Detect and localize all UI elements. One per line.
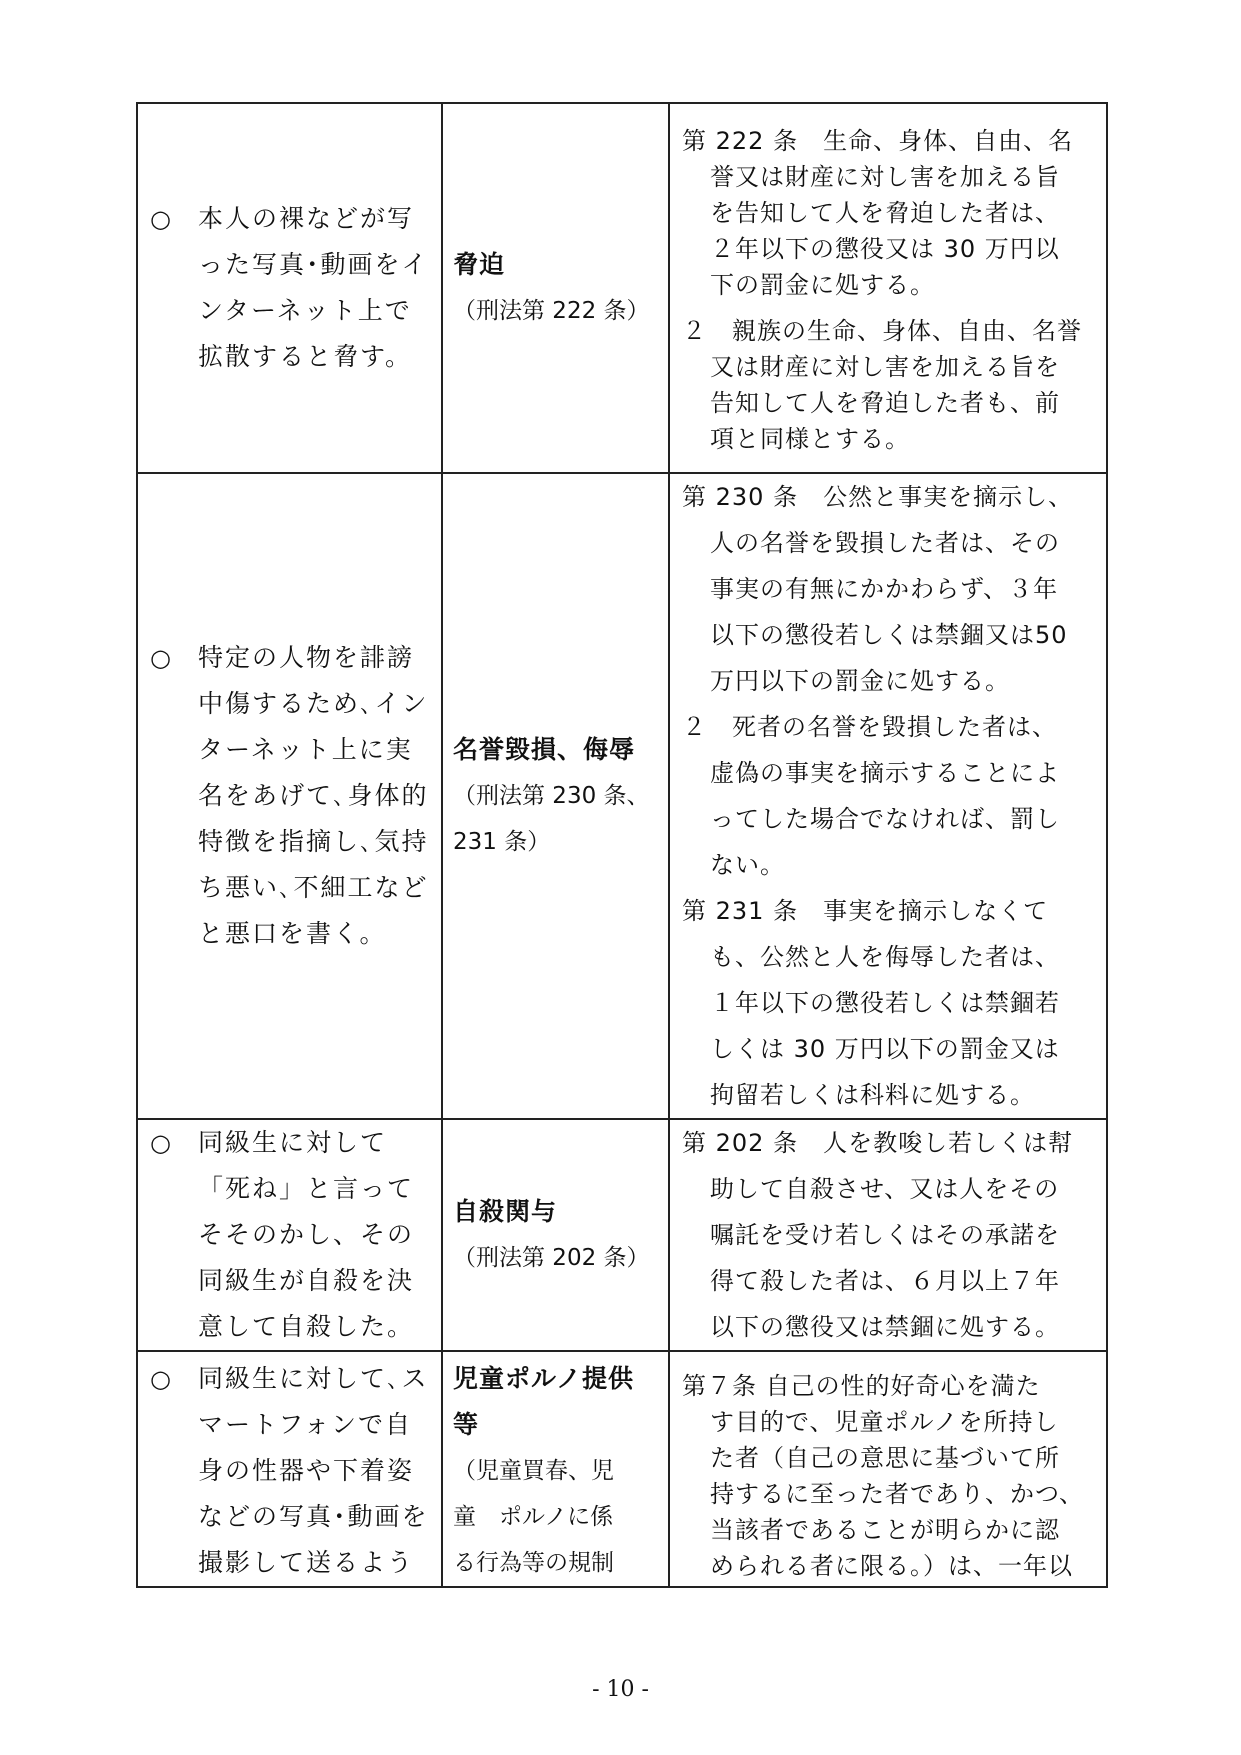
table-row <box>137 473 1107 1119</box>
law-reference: （児童買春、児 童 ポルノに係 る行為等の規制 <box>453 1458 614 1576</box>
circle-bullet-icon: ○ <box>150 644 173 672</box>
crime-cell <box>442 103 669 473</box>
article-body: 誉又は財産に対し害を加える旨 を告知して人を脅迫した者は、 ２年以下の懲役又は 30 万円以 下の罰金に処する。 <box>710 163 1060 299</box>
case-cell <box>137 1119 442 1351</box>
page-number: - 10 - <box>592 1677 649 1702</box>
crime-name: 名誉毀損、侮辱 <box>453 735 636 764</box>
crime-cell <box>442 1119 669 1351</box>
article-cell <box>669 103 1107 473</box>
law-reference: （刑法第 202 条） <box>453 1245 650 1271</box>
article-cell <box>669 1119 1107 1351</box>
crime-name: 脅迫 <box>453 250 506 279</box>
crime-name: 自殺関与 <box>453 1197 558 1226</box>
article-body: 虚偽の事実を摘示することによ ってした場合でなければ、罰し ない。 <box>710 759 1060 879</box>
case-text: 同級生に対して､ス マートフォンで自 身の性器や下着姿 などの写真･動画を 撮影して送るよう <box>198 1364 429 1577</box>
article-head: 第 202 条 人を教唆し若しくは幇 <box>682 1129 1074 1157</box>
article-head: 第 231 条 事実を摘示しなくて <box>682 897 1049 925</box>
article-cell <box>669 1351 1107 1587</box>
article-head: 第７条 自己の性的好奇心を満た <box>682 1372 1041 1400</box>
article-head: ２ 死者の名誉を毀損した者は、 <box>682 713 1057 741</box>
case-text: 同級生に対して 「死ね」と言って そそのかし、その 同級生が自殺を決 意して自殺した。 <box>198 1128 415 1341</box>
article-cell <box>669 473 1107 1119</box>
table-row <box>137 103 1107 473</box>
article-body: 助して自殺させ、又は人をその 嘱託を受け若しくはその承諾を 得て殺した者は、６月以上７年 以下の懲役又は禁錮に処する。 <box>710 1175 1060 1341</box>
article-head: 第 222 条 生命、身体、自由、名 <box>682 127 1074 155</box>
table-row <box>137 1119 1107 1351</box>
article-head: 第 230 条 公然と事実を摘示し、 <box>682 483 1074 511</box>
crime-cell <box>442 473 669 1119</box>
article-body: 又は財産に対し害を加える旨を 告知して人を脅迫した者も、前 項と同様とする。 <box>710 353 1060 453</box>
case-cell <box>137 473 442 1119</box>
case-cell <box>137 1351 442 1587</box>
circle-bullet-icon: ○ <box>150 205 173 233</box>
law-reference: （刑法第 230 条、 231 条） <box>453 783 650 855</box>
crime-name: 児童ポルノ提供 等 <box>453 1364 635 1439</box>
circle-bullet-icon: ○ <box>150 1365 173 1393</box>
law-reference: （刑法第 222 条） <box>453 298 650 324</box>
law-table <box>136 102 1108 1588</box>
crime-cell <box>442 1351 669 1587</box>
article-body: 人の名誉を毀損した者は、その 事実の有無にかかわらず、３年 以下の懲役若しくは禁錮又は50 万円以下の罰金に処する。 <box>710 529 1068 695</box>
article-body: す目的で、児童ポルノを所持し た者（自己の意思に基づいて所 持するに至った者であり、かつ、 当該者であることが明らかに認 められる者に限る。）は、一年以 <box>710 1408 1085 1580</box>
case-text: 本人の裸などが写 った写真･動画をイ ンターネット上で 拡散すると脅す。 <box>198 204 429 371</box>
circle-bullet-icon: ○ <box>150 1129 173 1157</box>
table-row <box>137 1351 1107 1587</box>
article-body: も、公然と人を侮辱した者は、 １年以下の懲役若しくは禁錮若 しくは 30 万円以下の罰金又は 拘留若しくは科料に処する。 <box>710 943 1060 1109</box>
case-cell <box>137 103 442 473</box>
case-text: 特定の人物を誹謗 中傷するため､イン ターネット上に実 名をあげて､身体的 特徴を指摘し､気持 ち悪い､不細工など と悪口を書く。 <box>198 643 429 948</box>
article-head: ２ 親族の生命、身体、自由、名誉 <box>682 317 1082 345</box>
